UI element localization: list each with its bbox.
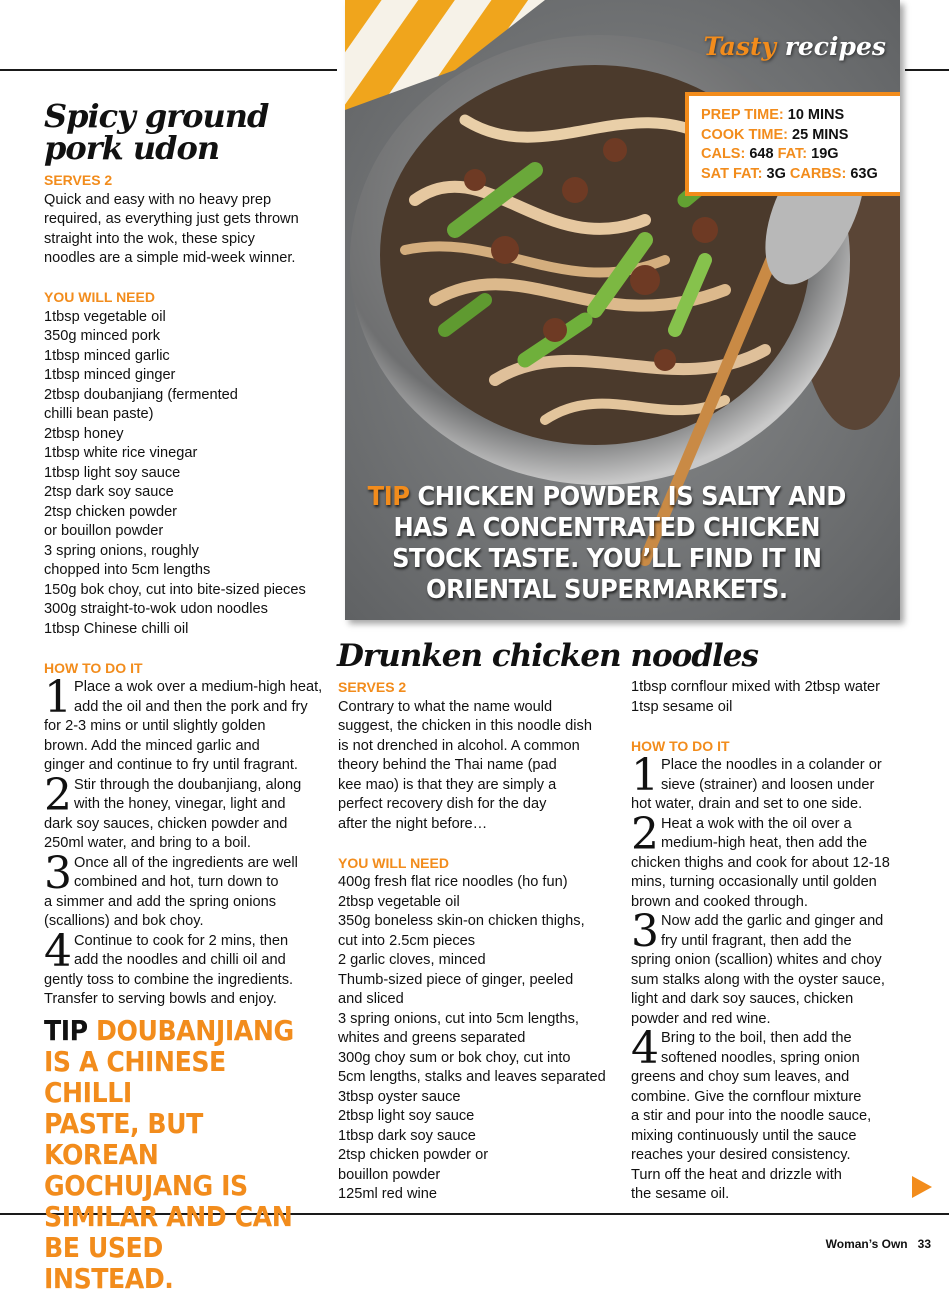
ingredient-item: and sliced xyxy=(338,991,404,1007)
photo-tip-line: CHICKEN POWDER IS SALTY AND xyxy=(409,482,846,512)
satfat-label: SAT FAT: xyxy=(701,165,763,182)
ingredient-item: 400g fresh flat rice noodles (ho fun) xyxy=(338,874,568,890)
step-number: 1 xyxy=(44,672,72,723)
recipe1-step xyxy=(44,769,334,854)
recipe2-title: Drunken chicken noodles xyxy=(337,638,758,674)
step-line: mins, turning occasionally until golden xyxy=(631,874,877,890)
step-line: light and dark soy sauces, chicken xyxy=(631,991,854,1007)
step-line: ginger and continue to fry until fragrant. xyxy=(44,757,298,773)
brand-tasty: Tasty xyxy=(703,32,777,61)
ingredient-item: 1tsp sesame oil xyxy=(631,698,733,715)
prep-label: PREP TIME: xyxy=(701,107,784,123)
step-line: brown and cooked through. xyxy=(631,893,808,910)
ingredient-item: 2tbsp honey xyxy=(44,425,124,442)
step-line: a stir and pour into the noodle sauce, xyxy=(631,1108,872,1124)
step-line: fry until fragrant, then add the xyxy=(661,932,852,949)
step-line: Turn off the heat and drizzle with xyxy=(631,1166,842,1183)
intro-line: perfect recovery dish for the day xyxy=(338,796,547,812)
step-number: 3 xyxy=(631,906,659,957)
step-line: Continue to cook for 2 mins, then xyxy=(74,932,289,949)
recipe1-need-label: YOU WILL NEED xyxy=(44,289,155,305)
recipe1-title-line: Spicy ground xyxy=(44,97,269,135)
step-line: Place a wok over a medium-high heat, xyxy=(74,679,323,695)
step-line: with the honey, vinegar, light and xyxy=(74,796,286,812)
intro-line: after the night before… xyxy=(338,815,488,832)
step-number: 1 xyxy=(631,750,659,801)
recipe1-step xyxy=(44,925,334,1010)
step-line: Place the noodles in a colander or xyxy=(661,757,882,773)
recipe1-ingredients xyxy=(44,308,334,640)
recipe2-need-label: YOU WILL NEED xyxy=(338,854,449,871)
step-line: medium-high heat, then add the xyxy=(661,835,868,851)
step-line: gently toss to combine the ingredients. xyxy=(44,971,294,988)
ingredient-item: 2 garlic cloves, minced xyxy=(338,952,486,968)
photo-tip-line: ORIENTAL SUPERMARKETS. xyxy=(426,575,788,605)
step-number: 4 xyxy=(44,925,72,977)
intro-line: kee mao) is that they are simply a xyxy=(338,776,557,793)
intro-line: Contrary to what the name would xyxy=(338,698,553,715)
recipe1-tip xyxy=(44,1015,296,1294)
ingredient-item: 2tsp dark soy sauce xyxy=(44,484,174,500)
step-line: powder and red wine. xyxy=(631,1010,771,1027)
carbs-label: CARBS: xyxy=(789,165,847,182)
step-line: greens and choy sum leaves, and xyxy=(631,1069,850,1085)
recipe2-column-left xyxy=(338,678,623,1205)
magazine-name: Woman’s Own xyxy=(825,1237,908,1251)
intro-line: required, as everything just gets thrown xyxy=(44,211,299,227)
step-line: for 2-3 mins or until slightly golden xyxy=(44,718,266,734)
step-line: hot water, drain and set to one side. xyxy=(631,796,863,812)
ingredient-item: 1tbsp Chinese chilli oil xyxy=(44,620,189,637)
ingredient-item: 3 spring onions, roughly xyxy=(44,542,199,559)
intro-line: noodles are a simple mid-week winner. xyxy=(44,250,296,266)
recipe1-serves: SERVES 2 xyxy=(44,172,113,188)
recipe1-intro xyxy=(44,191,334,269)
brand-recipes: recipes xyxy=(776,32,886,61)
ingredient-item: 350g minced pork xyxy=(44,328,161,344)
step-line: reaches your desired consistency. xyxy=(631,1147,851,1163)
step-line: softened noodles, spring onion xyxy=(661,1049,860,1066)
photo-tip-word: TIP xyxy=(367,482,410,512)
step-line: Transfer to serving bowls and enjoy. xyxy=(44,991,277,1007)
step-number: 2 xyxy=(44,769,72,821)
recipe1-title xyxy=(44,97,314,167)
ingredient-item: whites and greens separated xyxy=(338,1030,526,1046)
step-line: (scallions) and bok choy. xyxy=(44,913,204,929)
fat-label: FAT: xyxy=(777,146,808,162)
tip-line: PASTE, BUT KOREAN xyxy=(44,1107,203,1171)
recipe2-how-label: HOW TO DO IT xyxy=(631,737,730,754)
ingredient-item: 125ml red wine xyxy=(338,1186,437,1202)
next-page-arrow-icon xyxy=(912,1176,932,1198)
step-line: spring onion (scallion) whites and choy xyxy=(631,952,882,968)
ingredient-item: 1tbsp cornflour mixed with 2tbsp water xyxy=(631,679,881,695)
ingredient-item: 150g bok choy, cut into bite-sized pieces xyxy=(44,581,306,598)
intro-line: theory behind the Thai name (pad xyxy=(338,757,557,773)
recipe2-intro xyxy=(338,698,623,835)
step-line: chicken thighs and cook for about 12-18 xyxy=(631,854,890,871)
ingredient-item: 1tbsp white rice vinegar xyxy=(44,445,198,461)
recipe1-column xyxy=(44,171,334,1010)
satfat-value: 3G xyxy=(766,165,786,182)
recipe2-step xyxy=(631,1023,921,1205)
ingredient-item: cut into 2.5cm pieces xyxy=(338,932,476,949)
tip-word: TIP xyxy=(44,1014,88,1047)
step-line: Heat a wok with the oil over a xyxy=(661,815,852,832)
step-line: add the noodles and chilli oil and xyxy=(74,952,286,968)
step-line: Now add the garlic and ginger and xyxy=(661,913,884,929)
tip-line: IS A CHINESE CHILLI xyxy=(44,1045,226,1109)
ingredient-item: or bouillon powder xyxy=(44,523,164,539)
step-number: 4 xyxy=(631,1023,659,1074)
step-line: mixing continuously until the sauce xyxy=(631,1127,857,1144)
step-line: sieve (strainer) and loosen under xyxy=(661,776,875,793)
ingredient-item: chilli bean paste) xyxy=(44,406,154,422)
intro-line: Quick and easy with no heavy prep xyxy=(44,191,272,208)
ingredient-item: 350g boneless skin-on chicken thighs, xyxy=(338,913,585,929)
photo-tip-line: HAS A CONCENTRATED CHICKEN xyxy=(393,513,821,543)
recipe1-step xyxy=(44,847,334,932)
recipe2-step xyxy=(631,808,921,913)
page-number: 33 xyxy=(917,1237,931,1251)
carbs-value: 63G xyxy=(850,165,878,182)
step-line: combine. Give the cornflour mixture xyxy=(631,1088,862,1105)
ingredient-item: 1tbsp vegetable oil xyxy=(44,308,166,325)
recipe2-column-right xyxy=(631,678,921,1205)
ingredient-item: 2tsp chicken powder xyxy=(44,503,178,520)
cook-label: COOK TIME: xyxy=(701,126,788,143)
ingredient-item: 3 spring onions, cut into 5cm lengths, xyxy=(338,1010,579,1027)
intro-line: straight into the wok, these spicy xyxy=(44,230,255,247)
step-line: Bring to the boil, then add the xyxy=(661,1030,852,1046)
ingredient-item: 5cm lengths, stalks and leaves separated xyxy=(338,1069,606,1085)
ingredient-item: Thumb-sized piece of ginger, peeled xyxy=(338,971,574,988)
recipe1-how-label: HOW TO DO IT xyxy=(44,659,143,676)
ingredient-item: 1tbsp light soy sauce xyxy=(44,464,181,481)
tip-line: DOUBANJIANG xyxy=(87,1014,294,1047)
step-line: brown. Add the minced garlic and xyxy=(44,737,260,754)
ingredient-item: bouillon powder xyxy=(338,1166,441,1183)
ingredient-item: 2tbsp light soy sauce xyxy=(338,1108,475,1124)
tip-line: SIMILAR AND CAN xyxy=(44,1200,293,1233)
fat-value: 19G xyxy=(811,146,839,162)
photo-tip-line: STOCK TASTE. YOU’LL FIND IT IN xyxy=(392,544,822,574)
ingredient-item: 3tbsp oyster sauce xyxy=(338,1088,461,1105)
step-number: 3 xyxy=(44,847,72,899)
top-rule-left xyxy=(0,69,337,71)
recipe2-step xyxy=(631,750,921,815)
cook-value: 25 MINS xyxy=(792,126,849,143)
ingredient-item: 2tbsp doubanjiang (fermented xyxy=(44,386,238,403)
intro-line: suggest, the chicken in this noodle dish xyxy=(338,718,592,734)
ingredient-item: 300g choy sum or bok choy, cut into xyxy=(338,1049,571,1066)
tip-line: BE USED INSTEAD. xyxy=(44,1231,174,1295)
step-line: Once all of the ingredients are well xyxy=(74,854,298,871)
ingredient-item: 1tbsp dark soy sauce xyxy=(338,1127,476,1144)
step-line: the sesame oil. xyxy=(631,1186,730,1202)
ingredient-item: 300g straight-to-wok udon noodles xyxy=(44,601,268,617)
nutrition-box xyxy=(685,92,900,196)
step-line: a simmer and add the spring onions xyxy=(44,893,277,910)
cals-value: 648 xyxy=(749,146,774,162)
step-line: Stir through the doubanjiang, along xyxy=(74,776,302,793)
recipe1-title-line: pork udon xyxy=(44,129,220,167)
recipe2-step xyxy=(631,906,921,1029)
intro-line: is not drenched in alcohol. A common xyxy=(338,737,580,754)
cals-label: CALS: xyxy=(701,146,746,162)
step-line: dark soy sauces, chicken powder and xyxy=(44,815,288,832)
dish-photo xyxy=(345,0,900,620)
ingredient-item: chopped into 5cm lengths xyxy=(44,562,211,578)
recipe2-ingredients xyxy=(338,873,623,1205)
recipe1-step xyxy=(44,672,334,776)
page-footer xyxy=(826,1237,931,1251)
recipe2-serves: SERVES 2 xyxy=(338,679,407,695)
step-line: 250ml water, and bring to a boil. xyxy=(44,835,251,851)
ingredient-item: 1tbsp minced garlic xyxy=(44,347,170,364)
ingredient-item: 1tbsp minced ginger xyxy=(44,367,176,383)
section-brand xyxy=(703,32,886,61)
ingredient-item: 2tbsp vegetable oil xyxy=(338,893,460,910)
ingredient-item: 2tsp chicken powder or xyxy=(338,1147,489,1163)
top-rule-right xyxy=(905,69,949,71)
step-line: combined and hot, turn down to xyxy=(74,874,279,890)
step-line: add the oil and then the pork and fry xyxy=(74,698,308,715)
prep-value: 10 MINS xyxy=(787,107,845,123)
photo-tip xyxy=(365,482,849,606)
tip-line: GOCHUJANG IS xyxy=(44,1169,248,1202)
step-line: sum stalks along with the oyster sauce, xyxy=(631,971,885,988)
step-number: 2 xyxy=(631,808,659,860)
